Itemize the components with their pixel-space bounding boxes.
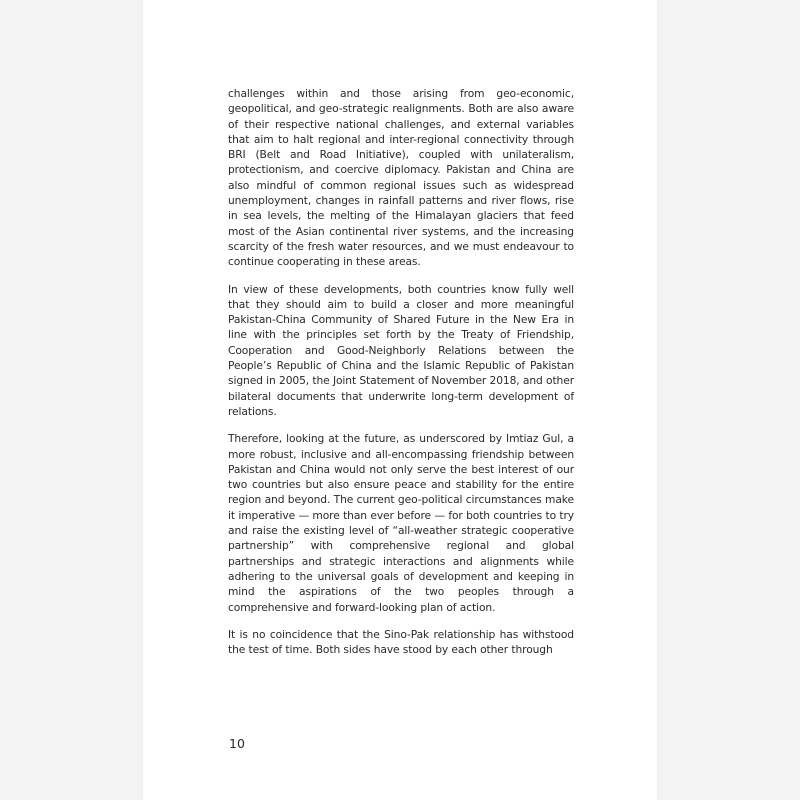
paragraph-4: It is no coincidence that the Sino-Pak relationship has withstood the test of time. Both sides have stood by each other through: [228, 627, 574, 657]
page-number: 10: [229, 736, 245, 751]
body-text: [228, 86, 574, 669]
paragraph-2: In view of these developments, both countries know fully well that they should aim to build a closer and more meaningful Pakistan-China Community of Shared Future in the New Era in line with the principles set forth by the Treaty of Friendship, Cooperation and Good-Neighborly Relations between the People’s Republic of China and the Islamic Republic of Pakistan signed in 2005, the Joint Statement of November 2018, and other bilateral documents that underwrite long-term development of relations.: [228, 282, 574, 418]
book-page: [143, 0, 657, 800]
paragraph-1: challenges within and those arising from geo-economic, geopolitical, and geo-strategic realignments. Both are also aware of their respective national challenges, and external variables that aim to halt regional and inter-regional connectivity through BRI (Belt and Road Initiative), coupled with unilateralism, protectionism, and coercive diplomacy. Pakistan and China are also mindful of common regional issues such as widespread unemployment, changes in rainfall patterns and river flows, rise in sea levels, the melting of the Himalayan glaciers that feed most of the Asian continental river systems, and the increasing scarcity of the fresh water resources, and we must endeavour to continue cooperating in these areas.: [228, 87, 574, 269]
paragraph-3: Therefore, looking at the future, as underscored by Imtiaz Gul, a more robust, inclusive and all-encompassing friendship between Pakistan and China would not only serve the best interest of our two countries but also ensure peace and stability for the entire region and beyond. The current geo-political circumstances make it imperative — more than ever before — for both countries to try and raise the existing level of “all-weather strategic cooperative partnership” with comprehensive regional and global partnerships and strategic interactions and alignments while adhering to the universal goals of development and keeping in mind the aspirations of the two peoples through a comprehensive and forward-looking plan of action.: [228, 432, 574, 614]
